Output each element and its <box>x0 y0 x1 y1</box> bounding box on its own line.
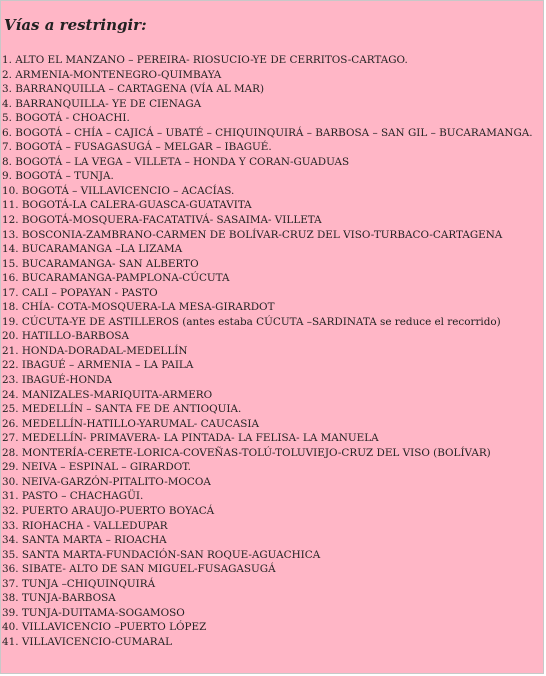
route-number: 7. <box>2 141 12 154</box>
route-item <box>2 620 542 635</box>
route-item <box>2 286 542 301</box>
route-item <box>2 489 542 504</box>
route-text: BOGOTÁ – TUNJA. <box>15 170 114 183</box>
route-item <box>2 68 542 83</box>
route-number: 40. <box>2 621 19 634</box>
route-number: 15. <box>2 257 19 270</box>
route-number: 37. <box>2 577 19 590</box>
route-item <box>2 140 542 155</box>
route-text: PASTO – CHACHAGÜI. <box>21 490 144 503</box>
route-item <box>2 358 542 373</box>
route-text: ALTO EL MANZANO – PEREIRA- RIOSUCIO-YE DE CERRITOS-CARTAGO. <box>15 54 408 66</box>
route-text: BUCARAMANGA-PAMPLONA-CÚCUTA <box>21 272 230 285</box>
route-number: 28. <box>2 446 19 459</box>
route-item <box>2 417 542 432</box>
route-item <box>2 519 542 534</box>
route-text: SANTA MARTA – RIOACHA <box>21 534 167 547</box>
route-item <box>2 533 542 548</box>
route-text: MEDELLÍN – SANTA FE DE ANTIOQUIA. <box>21 403 242 416</box>
route-number: 27. <box>2 432 19 445</box>
route-text: TUNJA –CHIQUINQUIRÁ <box>21 577 156 590</box>
route-number: 13. <box>2 228 19 241</box>
route-number: 26. <box>2 417 19 430</box>
route-number: 10. <box>2 184 19 197</box>
route-item <box>2 53 542 68</box>
route-text: MEDELLÍN-HATILLO-YARUMAL- CAUCASIA <box>21 417 259 430</box>
route-text: TUNJA-DUITAMA-SOGAMOSO <box>21 606 185 619</box>
route-item <box>2 373 542 388</box>
route-text: HATILLO-BARBOSA <box>21 330 130 343</box>
route-item <box>2 388 542 403</box>
route-number: 16. <box>2 272 19 285</box>
route-item <box>2 271 542 286</box>
route-text: PUERTO ARAUJO-PUERTO BOYACÁ <box>21 504 215 517</box>
route-text: NEIVA – ESPINAL – GIRARDOT. <box>21 461 191 474</box>
route-number: 20. <box>2 330 19 343</box>
route-text: HONDA-DORADAL-MEDELLÍN <box>21 344 188 357</box>
page-title: Vías a restringir: <box>4 16 147 34</box>
route-number: 18. <box>2 301 19 314</box>
route-text: SIBATE- ALTO DE SAN MIGUEL-FUSAGASUGÁ <box>21 563 276 576</box>
route-text: NEIVA-GARZÓN-PITALITO-MOCOA <box>21 475 211 488</box>
route-item <box>2 155 542 170</box>
route-item <box>2 562 542 577</box>
route-item <box>2 475 542 490</box>
route-number: 19. <box>2 315 19 328</box>
route-text: BUCARAMANGA –LA LIZAMA <box>21 243 183 256</box>
route-item <box>2 431 542 446</box>
route-item <box>2 344 542 359</box>
route-number: 11. <box>2 199 19 212</box>
route-text: MONTERÍA-CERETE-LORICA-COVEÑAS-TOLÚ-TOLUVIEJO-CRUZ DEL VISO (BOLÍVAR) <box>21 446 491 459</box>
route-item <box>2 315 542 330</box>
route-number: 30. <box>2 475 19 488</box>
route-text: BOGOTÁ-MOSQUERA-FACATATIVÁ- SASAIMA- VILLETA <box>21 214 322 227</box>
route-text: IBAGUÉ-HONDA <box>21 374 112 387</box>
route-text: BOGOTÁ – FUSAGASUGÁ – MELGAR – IBAGUÉ. <box>15 141 272 154</box>
route-number: 3. <box>2 83 12 96</box>
route-item <box>2 198 542 213</box>
route-text: MEDELLÍN- PRIMAVERA- LA PINTADA- LA FELISA- LA MANUELA <box>21 432 379 445</box>
route-number: 22. <box>2 359 19 372</box>
route-item <box>2 111 542 126</box>
route-number: 14. <box>2 243 19 256</box>
route-text: CHÍA- COTA-MOSQUERA-LA MESA-GIRARDOT <box>21 301 275 314</box>
route-text: VILLAVICENCIO-CUMARAL <box>21 635 173 648</box>
route-number: 6. <box>2 126 12 139</box>
route-number: 31. <box>2 490 19 503</box>
route-text: BOSCONIA-ZAMBRANO-CARMEN DE BOLÍVAR-CRUZ DEL VISO-TURBACO-CARTAGENA <box>21 228 503 241</box>
route-number: 24. <box>2 388 19 401</box>
route-number: 1. <box>2 54 12 66</box>
route-number: 4. <box>2 97 12 110</box>
route-item <box>2 577 542 592</box>
route-item <box>2 126 542 141</box>
route-text: BOGOTÁ – LA VEGA – VILLETA – HONDA Y CORAN-GUADUAS <box>15 155 350 168</box>
route-text: RIOHACHA - VALLEDUPAR <box>21 519 168 532</box>
route-number: 5. <box>2 112 12 125</box>
route-text: BARRANQUILLA- YE DE CIENAGA <box>15 97 202 110</box>
route-item <box>2 591 542 606</box>
route-number: 12. <box>2 214 19 227</box>
route-text: BOGOTÁ-LA CALERA-GUASCA-GUATAVITA <box>21 199 252 212</box>
route-item <box>2 446 542 461</box>
route-text: BOGOTÁ - CHOACHI. <box>15 112 130 125</box>
route-number: 33. <box>2 519 19 532</box>
route-item <box>2 257 542 272</box>
route-item <box>2 606 542 621</box>
route-number: 8. <box>2 155 12 168</box>
route-text: CALI – POPAYAN - PASTO <box>21 286 158 299</box>
route-text: SANTA MARTA-FUNDACIÓN-SAN ROQUE-AGUACHICA <box>21 548 321 561</box>
route-item <box>2 300 542 315</box>
route-number: 41. <box>2 635 19 648</box>
route-number: 38. <box>2 592 19 605</box>
route-number: 34. <box>2 534 19 547</box>
route-text: MANIZALES-MARIQUITA-ARMERO <box>21 388 213 401</box>
route-number: 17. <box>2 286 19 299</box>
route-item <box>2 635 542 650</box>
route-item <box>2 460 542 475</box>
route-text: BARRANQUILLA – CARTAGENA (VÍA AL MAR) <box>15 83 265 96</box>
route-number: 39. <box>2 606 19 619</box>
route-item <box>2 184 542 199</box>
route-number: 25. <box>2 403 19 416</box>
route-text: CÚCUTA-YE DE ASTILLEROS (antes estaba CÚCUTA –SARDINATA se reduce el recorrido) <box>21 315 501 328</box>
route-text: BOGOTÁ – VILLAVICENCIO – ACACÍAS. <box>21 184 235 197</box>
route-number: 21. <box>2 344 19 357</box>
route-text: IBAGUÉ – ARMENIA – LA PAILA <box>21 359 194 372</box>
route-item <box>2 82 542 97</box>
route-item <box>2 228 542 243</box>
route-number: 23. <box>2 374 19 387</box>
route-number: 35. <box>2 548 19 561</box>
route-text: BOGOTÁ – CHÍA – CAJICÁ – UBATÉ – CHIQUINQUIRÁ – BARBOSA – SAN GIL – BUCARAMANGA. <box>15 126 533 139</box>
route-text: VILLAVICENCIO –PUERTO LÓPEZ <box>21 621 207 634</box>
route-item <box>2 402 542 417</box>
route-number: 9. <box>2 170 12 183</box>
route-item <box>2 213 542 228</box>
route-item <box>2 242 542 257</box>
route-number: 36. <box>2 563 19 576</box>
route-item <box>2 504 542 519</box>
route-text: ARMENIA-MONTENEGRO-QUIMBAYA <box>15 68 222 81</box>
route-item <box>2 97 542 112</box>
route-text: BUCARAMANGA- SAN ALBERTO <box>21 257 199 270</box>
route-list <box>2 53 542 649</box>
route-item <box>2 548 542 563</box>
route-text: TUNJA-BARBOSA <box>21 592 116 605</box>
route-number: 29. <box>2 461 19 474</box>
route-item <box>2 329 542 344</box>
route-number: 2. <box>2 68 12 81</box>
route-item <box>2 169 542 184</box>
route-number: 32. <box>2 504 19 517</box>
